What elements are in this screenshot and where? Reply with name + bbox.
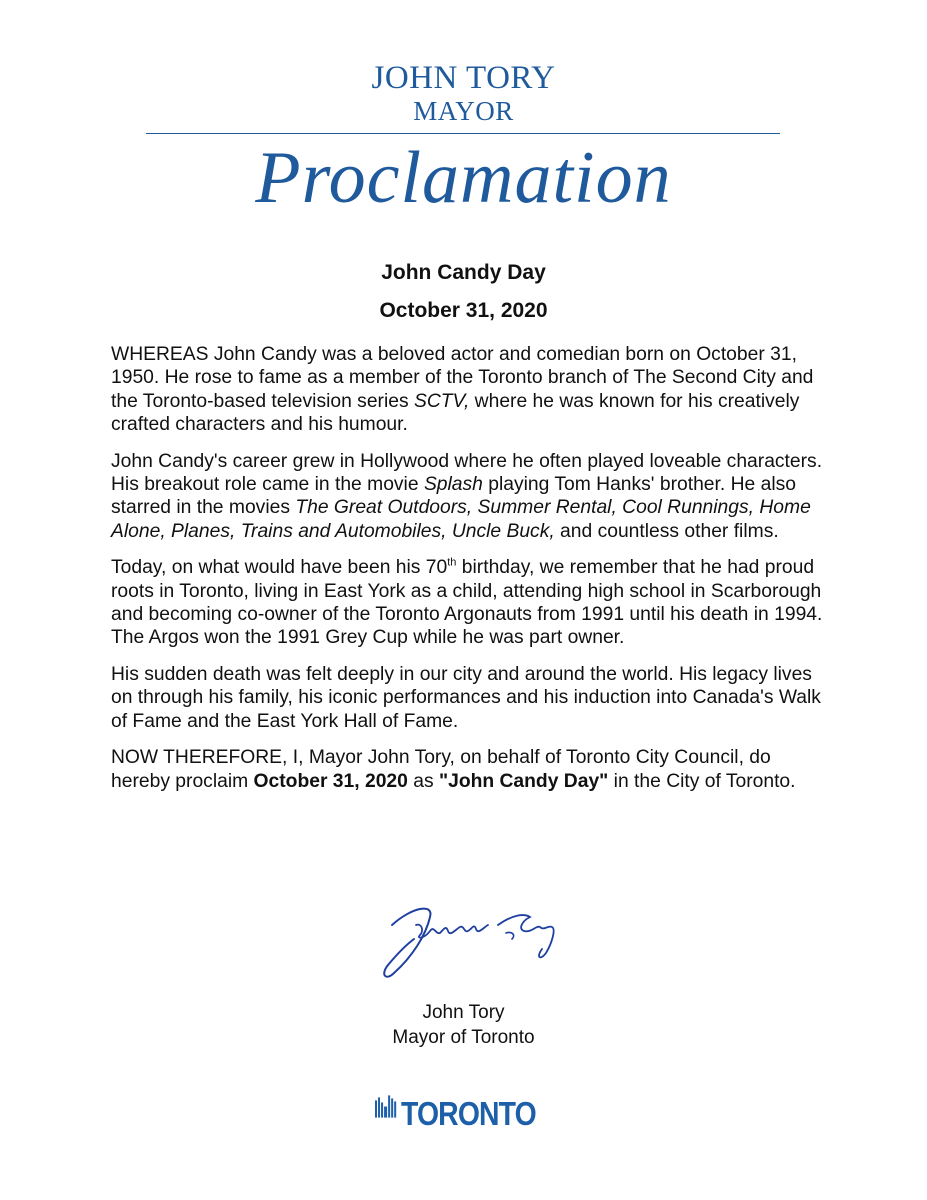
paragraph-now-therefore: NOW THEREFORE, I, Mayor John Tory, on behalf of Toronto City Council, do hereby proclaim October 31, 2020 as "John Candy Day" in the City of Toronto. xyxy=(111,747,796,792)
proclamation-body xyxy=(111,343,831,806)
signature-image xyxy=(372,895,572,985)
toronto-wordmark: TORONTO xyxy=(401,1095,537,1132)
paragraph-toronto-roots: Today, on what would have been his 70th birthday, we remember that he had proud roots in Toronto, living in East York as a child, attending high school in Scarborough and becoming co-owner of the Toronto Argonauts from 1991 until his death in 1994. The Argos won the 1991 Grey Cup while he was part owner. xyxy=(111,556,823,649)
mayor-name-heading: JOHN TORY xyxy=(371,60,556,96)
city-hall-towers-icon xyxy=(374,1084,397,1130)
event-date: October 31, 2020 xyxy=(379,299,548,322)
event-title-block xyxy=(0,254,927,330)
event-name: John Candy Day xyxy=(381,261,546,284)
signatory-title: Mayor of Toronto xyxy=(392,1027,535,1048)
paragraph-whereas: WHEREAS John Candy was a beloved actor and comedian born on October 31, 1950. He rose to fame as a member of the Toronto branch of The Second City and the Toronto-based television series SCTV, where he was known for his creatively crafted characters and his humour. xyxy=(111,344,814,436)
proclamation-title: Proclamation xyxy=(255,137,672,219)
letterhead xyxy=(0,62,927,125)
paragraph-career: John Candy's career grew in Hollywood where he often played loveable characters. His breakout role came in the movie Splash playing Tom Hanks' brother. He also starred in the movies The Great Outdoors, Summer Rental, Cool Runnings, Home Alone, Planes, Trains and Automobiles, Uncle Buck, and countless other films. xyxy=(111,450,823,542)
signatory-block xyxy=(0,1000,927,1050)
signatory-name: John Tory xyxy=(422,1002,505,1023)
city-of-toronto-logo xyxy=(374,1076,558,1130)
paragraph-legacy: His sudden death was felt deeply in our city and around the world. His legacy lives on through his family, his iconic performances and his induction into Canada's Walk of Fame and the East York Hall of Fame. xyxy=(111,663,821,732)
mayor-office-heading: MAYOR xyxy=(413,96,514,126)
letterhead-divider xyxy=(146,133,780,134)
